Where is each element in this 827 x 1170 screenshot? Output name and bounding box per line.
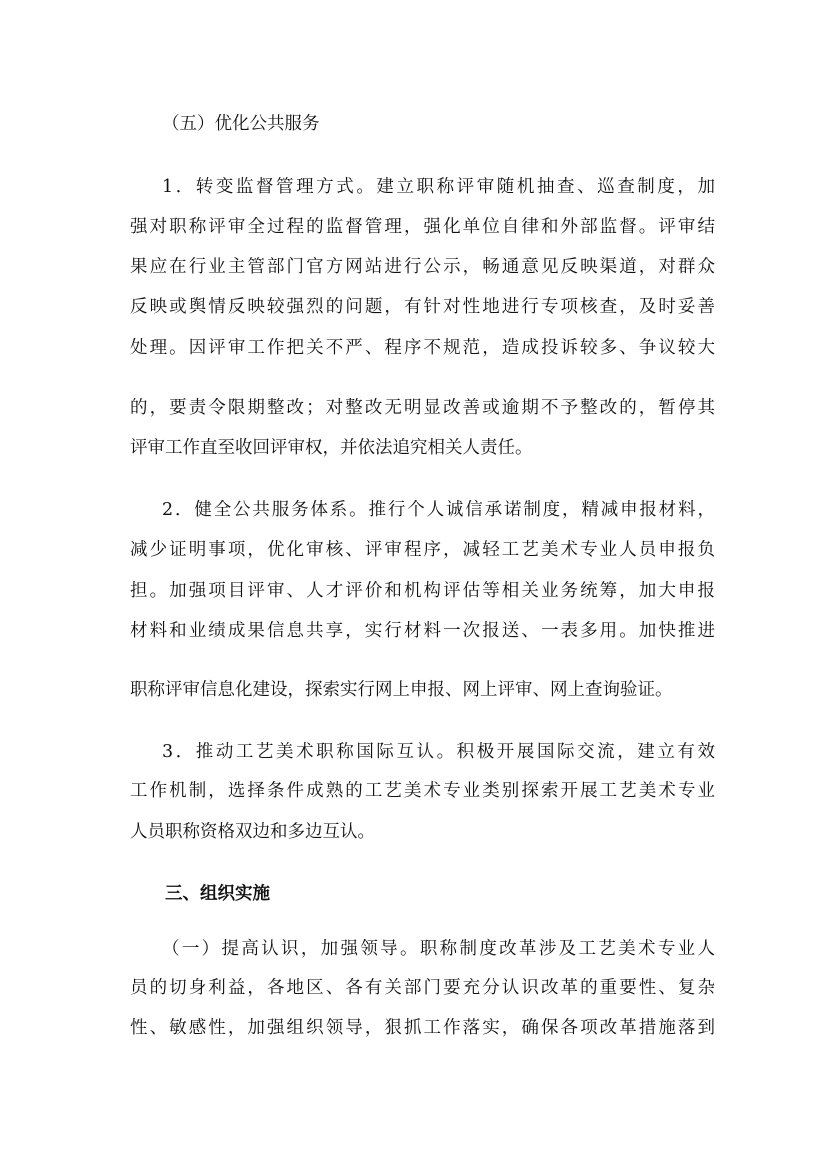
item-1-line-6: 的，要责令限期整改；对整改无明显改善或逾期不予整改的，暂停其 [130,398,715,418]
item-1-line-4: 反映或舆情反映较强烈的问题，有针对性地进行专项核查，及时妥善 [130,297,715,317]
item-1-line-1: 1．转变监督管理方式。建立职称评审随机抽查、巡查制度，加 [162,177,715,197]
item-2-line-4: 材料和业绩成果信息共享，实行材料一次报送、一表多用。加快推进 [130,621,715,641]
item-3-line-2: 工作机制，选择条件成熟的工艺美术专业类别探索开展工艺美术专业 [130,781,715,801]
item-3-line-1: 3．推动工艺美术职称国际互认。积极开展国际交流，建立有效 [162,742,715,762]
section-3-line-3: 性、敏感性，加强组织领导，狠抓工作落实，确保各项改革措施落到 [130,1018,715,1038]
item-1-line-7: 评审工作直至收回评审权，并依法追究相关人责任。 [130,438,533,458]
section-3-line-1: （一）提高认识，加强领导。职称制度改革涉及工艺美术专业人 [162,939,715,959]
item-2-line-1: 2．健全公共服务体系。推行个人诚信承诺制度，精减申报材料， [162,500,715,520]
item-3-line-3: 人员职称资格双边和多边互认。 [130,822,375,842]
item-2-line-2: 减少证明事项，优化审核、评审程序，减轻工艺美术专业人员申报负 [130,540,715,560]
section-3-line-2: 员的切身利益，各地区、各有关部门要充分认识改革的重要性、复杂 [130,978,715,998]
item-1-line-5: 处理。因评审工作把关不严、程序不规范，造成投诉较多、争议较大 [130,338,715,358]
section-3-heading: 三、组织实施 [165,884,270,904]
item-2-line-5: 职称评审信息化建设，探索实行网上申报、网上评审、网上查询验证。 [130,680,673,700]
item-1-line-2: 强对职称评审全过程的监督管理，强化单位自律和外部监督。评审结 [130,217,715,237]
item-2-line-3: 担。加强项目评审、人才评价和机构评估等相关业务统筹，加大申报 [130,581,715,601]
item-1-line-3: 果应在行业主管部门官方网站进行公示，畅通意见反映渠道，对群众 [130,257,715,277]
subheading-optimize-public-services: （五）优化公共服务 [162,114,320,134]
